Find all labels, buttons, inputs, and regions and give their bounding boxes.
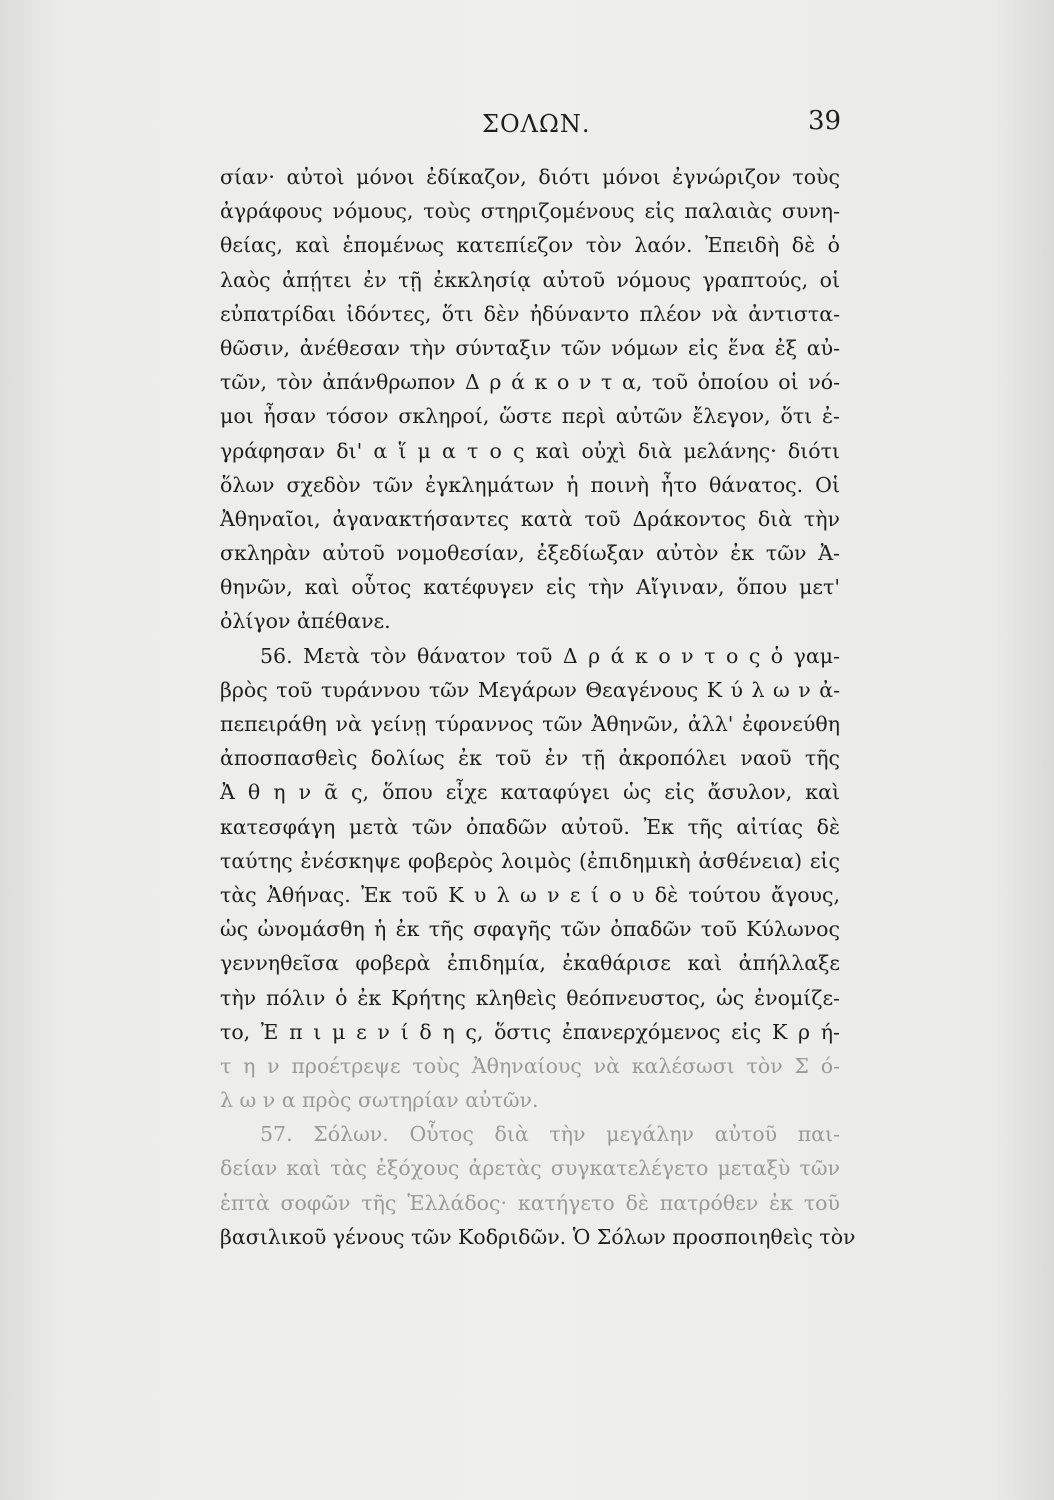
text-line: θείας, καὶ ἑπομένως κατεπίεζον τὸν λαόν. Ἐπειδὴ δὲ ὁ: [220, 233, 840, 258]
text-line: βασιλικοῦ γένους τῶν Κοδριδῶν. Ὁ Σόλων προσποιηθεὶς τὸν: [220, 1224, 856, 1249]
text-line: ἀγράφους νόμους, τοὺς στηριζομένους εἰς παλαιὰς συνη-: [220, 199, 840, 224]
text-line: Ἀθηναῖοι, ἀγανακτήσαντες κατὰ τοῦ Δράκοντος διὰ τὴν: [220, 506, 840, 531]
text-line: λαὸς ἀπῄτει ἐν τῇ ἐκκλησίᾳ αὐτοῦ νόμους γραπτούς, οἱ: [220, 267, 840, 292]
text-line: θηνῶν, καὶ οὗτος κατέφυγεν εἰς τὴν Αἴγιναν, ὅπου μετ': [220, 575, 840, 600]
text-line: σίαν· αὐτοὶ μόνοι ἐδίκαζον, διότι μόνοι ἐγνώριζον τοὺς: [220, 165, 840, 189]
text-line: ὡς ὠνομάσθη ἡ ἐκ τῆς σφαγῆς τῶν ὀπαδῶν τοῦ Κύλωνος: [220, 917, 840, 942]
text-line: λ ω ν α πρὸς σωτηρίαν αὐτῶν.: [220, 1088, 539, 1113]
body-text: [220, 160, 856, 1254]
text-line: τὰς Ἀθήνας. Ἐκ τοῦ Κ υ λ ω ν ε ί ο υ δὲ τούτου ἄγους,: [220, 882, 840, 907]
text-line: ὅλων σχεδὸν τῶν ἐγκλημάτων ἡ ποινὴ ἦτο θάνατος. Οἱ: [220, 472, 840, 497]
text-line: πεπειράθη νὰ γείνῃ τύραννος τῶν Ἀθηνῶν, ἀλλ' ἐφονεύθη: [220, 712, 840, 736]
section-56-start: 56. Μετὰ τὸν θάνατον τοῦ Δ ρ ά κ ο ν τ ο ς ὁ γαμ-: [260, 643, 840, 668]
text-line: γράφησαν δι' α ἵ μ α τ ο ς καὶ οὐχὶ διὰ μελάνης· διότι: [220, 438, 840, 463]
text-line: τῶν, τὸν ἀπάνθρωπον Δ ρ ά κ ο ν τ α, τοῦ ὁποίου οἱ νό-: [220, 370, 840, 395]
text-line: ἑπτὰ σοφῶν τῆς Ἑλλάδος· κατήγετο δὲ πατρόθεν ἐκ τοῦ: [220, 1190, 840, 1215]
page-number: 39: [808, 106, 842, 136]
text-line: γεννηθεῖσα φοβερὰ ἐπιδημία, ἐκαθάρισε καὶ ἀπήλλαξε: [220, 951, 840, 976]
text-line: μοι ἦσαν τόσον σκληροί, ὥστε περὶ αὐτῶν ἔλεγον, ὅτι ἐ-: [220, 404, 840, 429]
text-line: ἀποσπασθεὶς δολίως ἐκ τοῦ ἐν τῇ ἀκροπόλει ναοῦ τῆς: [220, 746, 840, 771]
text-line: δείαν καὶ τὰς ἐξόχους ἀρετὰς συγκατελέγετο μεταξὺ τῶν: [220, 1156, 840, 1181]
text-line: ταύτης ἐνέσκηψε φοβερὸς λοιμὸς (ἐπιδημικὴ ἀσθένεια) εἰς: [220, 848, 840, 873]
text-line: βρὸς τοῦ τυράννου τῶν Μεγάρων Θεαγένους Κ ύ λ ω ν ἀ-: [220, 677, 840, 702]
text-line: κατεσφάγη μετὰ τῶν ὀπαδῶν αὐτοῦ. Ἐκ τῆς αἰτίας δὲ: [220, 814, 840, 839]
text-line: θῶσιν, ἀνέθεσαν τὴν σύνταξιν τῶν νόμων εἰς ἕνα ἐξ αὐ-: [220, 335, 840, 360]
text-line: ὀλίγον ἀπέθανε.: [220, 609, 391, 634]
text-line: Ἀ θ η ν ᾶ ς, ὅπου εἶχε καταφύγει ὡς εἰς ἄσυλον, καὶ: [220, 780, 840, 805]
running-title: ΣΟΛΩΝ.: [482, 110, 591, 138]
text-line: το, Ἐ π ι μ ε ν ί δ η ς, ὅστις ἐπανερχόμενος εἰς Κ ρ ή-: [220, 1019, 840, 1044]
text-line: εὐπατρίδαι ἰδόντες, ὅτι δὲν ἠδύναντο πλέον νὰ ἀντιστα-: [220, 301, 840, 326]
section-57-start: 57. Σόλων. Οὗτος διὰ τὴν μεγάλην αὐτοῦ παι-: [260, 1122, 840, 1147]
text-line: σκληρὰν αὐτοῦ νομοθεσίαν, ἐξεδίωξαν αὐτὸν ἐκ τῶν Ἀ-: [220, 541, 840, 566]
text-line: τ η ν προέτρεψε τοὺς Ἀθηναίους νὰ καλέσωσι τὸν Σ ό-: [220, 1053, 840, 1078]
text-line: τὴν πόλιν ὁ ἐκ Κρήτης κληθεὶς θεόπνευστος, ὡς ἐνομίζε-: [220, 985, 840, 1010]
